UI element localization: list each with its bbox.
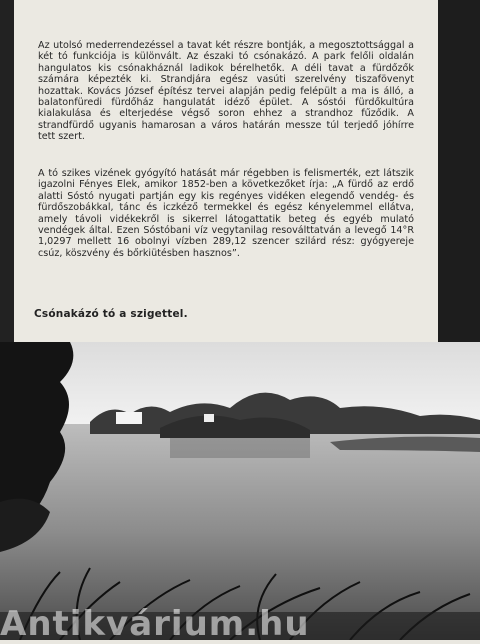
photo-caption: Csónakázó tó a szigettel.	[34, 308, 188, 320]
boathouse	[116, 412, 142, 424]
page-edge-left	[0, 0, 14, 346]
island-reflection	[170, 438, 310, 458]
building	[204, 414, 214, 422]
paragraph-2: A tó szikes vizének gyógyító hatását már régebben is felismerték, ezt látszik igazolni Fényes Elek, amikor 1852-ben a következőket írja: „A fürdő az erdő alatti Sóstó nyugati partján egy kis regényes vidéken elegendő vendég- és fürdőszobákkal, tánc és iczkéző termekkel és egész kényelemmel ellátva, amely távoli vidékekről is sikerrel látogattatik beteg és egyéb mulató vendégek által. Ezen Sóstóbani víz vegytanilag resoválttatván a levegő 14°R 1,0297 mellett 16 obolnyi vízben 289,12 szencer szilárd rész: gyógyereje csúz, köszvény és bőrkiütésben hasznos”.	[38, 168, 414, 259]
book-page	[14, 0, 438, 346]
lake-photo	[0, 342, 480, 640]
watermark: Antikvárium.hu	[0, 604, 310, 644]
paragraph-1: Az utolsó mederrendezéssel a tavat két részre bontják, a megosztottsággal a két tó funkciója is különvált. Az északi tó csónakázó. A park felőli oldalán hangulatos kis csónakháznál ladikok bérelhetők. A déli tavat a fürdőzők számára képezték ki. Strandjára egész vasúti szerelvény tiszafövenyt hozattak. Kovács József építész tervei alapján pedig felépült a ma is álló, a balatonfüredi fürdőház hangulatát idéző épület. A sóstói fürdőkultúra kialakulása és elterjedése végső soron ehhez a strandhoz fűződik. A strandfürdő ugyanis hamarosan a város határán messze túl terjedő jóhírre tett szert.	[38, 40, 414, 143]
